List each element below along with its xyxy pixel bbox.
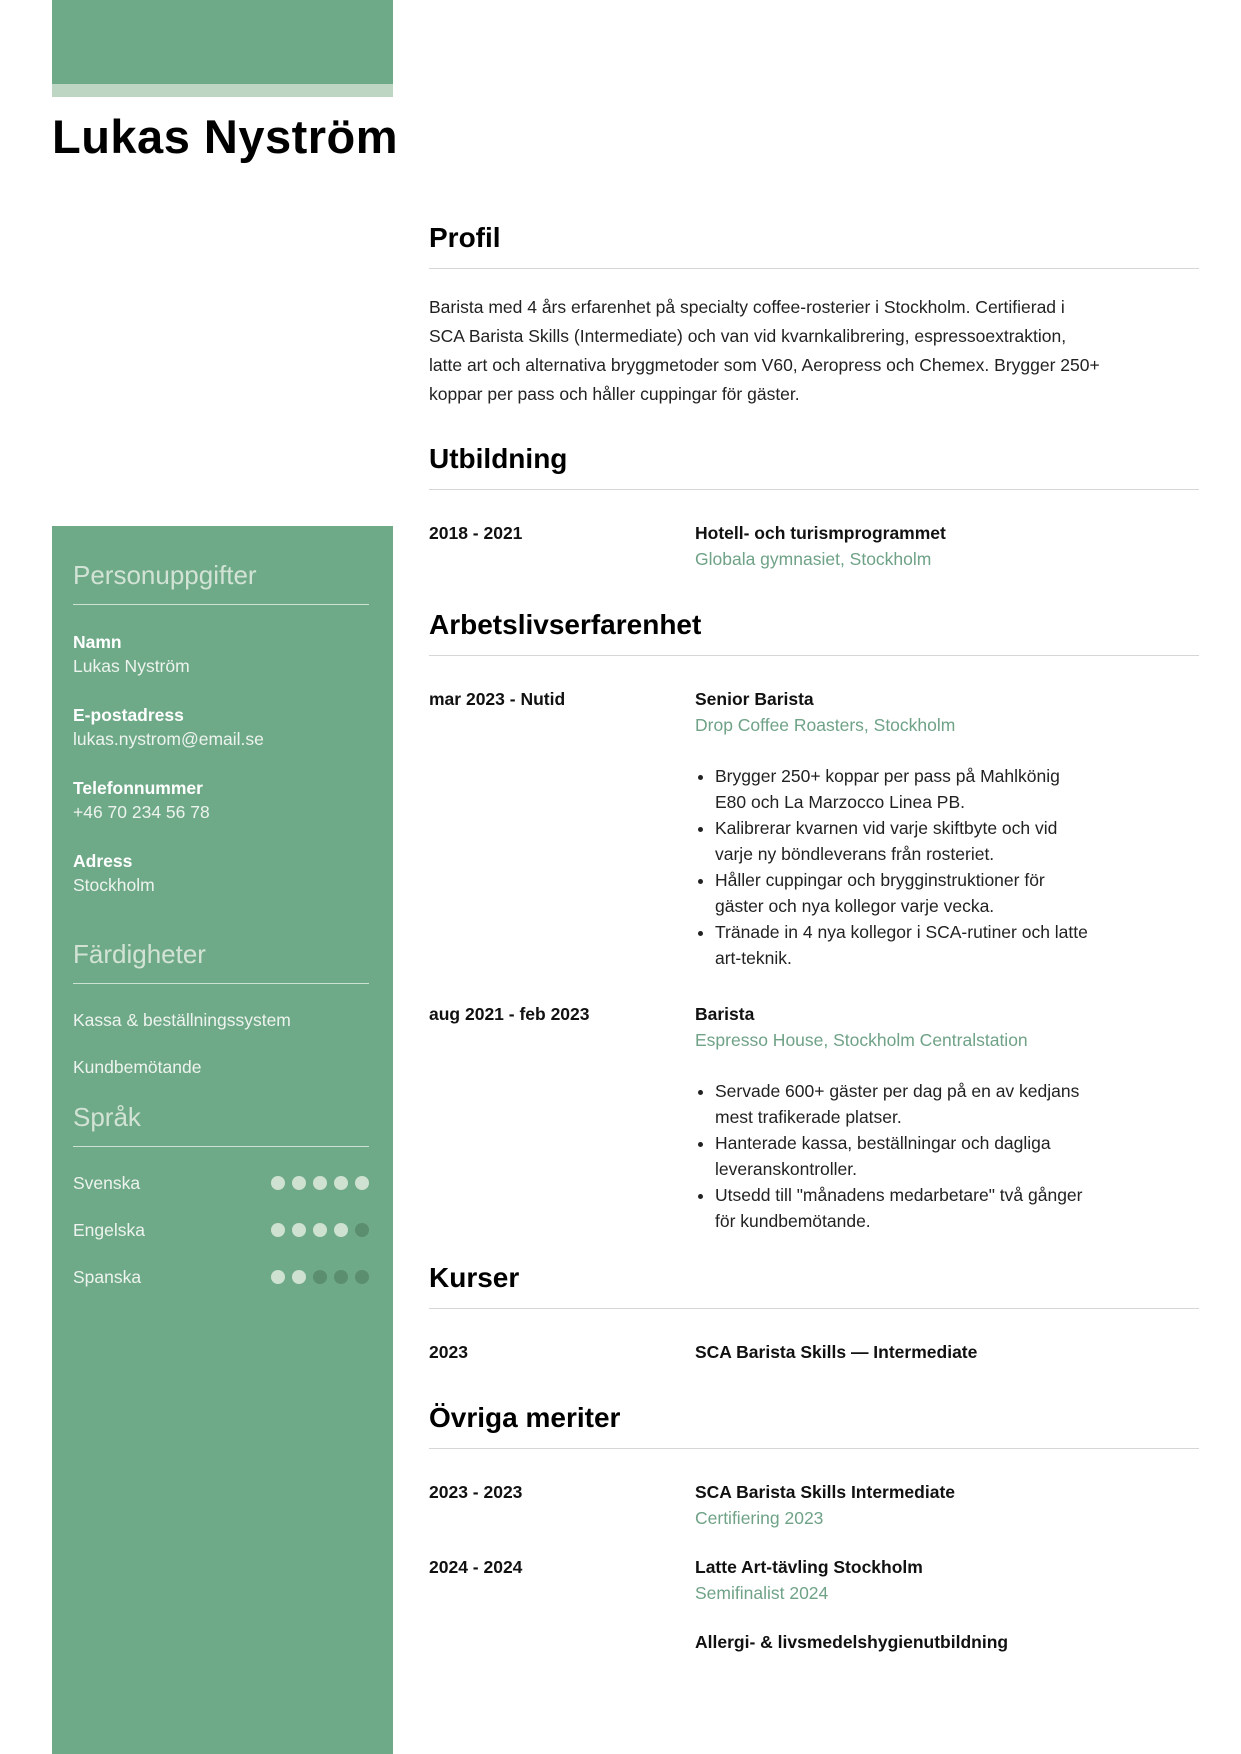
entry-period [429,1631,695,1654]
experience-entry [429,1003,1199,1234]
profile-text: Barista med 4 års erfarenhet på specialty coffee-rosterier i Stockholm. Certifierad i SCA Barista Skills (Intermediate) och van vid kvarnkalibrering, espressoextraktion, latte art och alternativa bryggmetoder som V60, Aeropress och Chemex. Brygger 250+ koppar per pass och håller cuppingar för gäster. [429,297,1100,404]
section-heading-experience: Arbetslivserfarenhet [429,609,702,640]
entry-period: 2023 [429,1342,468,1362]
other-merit-entry [429,1481,1199,1530]
entry-title: Allergi- & livsmedelshygienutbildning [695,1632,1009,1652]
language-level-indicator [271,1223,369,1237]
entry-title: Barista [695,1004,755,1024]
sidebar [52,526,393,1754]
section-heading-profile: Profil [429,222,501,253]
language-level-indicator [271,1270,369,1284]
personal-fields [73,630,369,897]
person-name: Lukas Nyström [52,110,399,163]
field-label: E-postadress [73,705,184,725]
entry-title: Senior Barista [695,689,814,709]
section-heading-courses: Kurser [429,1262,520,1293]
personal-field-address [73,849,369,897]
course-entry [429,1341,1199,1364]
section-heading-other-merits: Övriga meriter [429,1402,621,1433]
entry-subtitle: Drop Coffee Roasters, Stockholm [695,715,956,735]
language-name: Svenska [73,1173,141,1193]
languages-list [73,1171,369,1289]
section-experience [429,609,1199,1234]
entry-subtitle: Globala gymnasiet, Stockholm [695,549,932,569]
entry-period: 2023 - 2023 [429,1482,523,1502]
sidebar-section-skills [73,939,369,1079]
skill-item: Kundbemötande [73,1057,202,1077]
personal-field-name [73,630,369,678]
section-divider [429,489,1199,490]
language-row [73,1171,369,1195]
bullet-item: • Brygger 250+ koppar per pass på Mahlkönig E80 och La Marzocco Linea PB. [715,763,1095,815]
entry-period: mar 2023 - Nutid [429,689,566,709]
entry-title: SCA Barista Skills Intermediate [695,1482,956,1502]
language-level-dot-filled [355,1176,369,1190]
entry-subtitle: Espresso House, Stockholm Centralstation [695,1030,1028,1050]
experience-entry [429,688,1199,971]
language-level-dot-empty [313,1270,327,1284]
language-row [73,1218,369,1242]
entry-title: SCA Barista Skills — Intermediate [695,1342,978,1362]
language-level-dot-filled [271,1223,285,1237]
field-value: Lukas Nyström [73,656,190,676]
personal-field-phone [73,776,369,824]
sidebar-heading-skills: Färdigheter [73,939,369,984]
sidebar-section-personal [73,560,369,897]
entry-bullet-list [695,763,1095,971]
field-label: Namn [73,632,122,652]
language-level-dot-filled [313,1223,327,1237]
section-divider [429,655,1199,656]
language-level-dot-empty [355,1223,369,1237]
section-profile [429,222,1199,409]
field-value: Stockholm [73,875,155,895]
section-other-merits [429,1402,1199,1654]
sidebar-heading-languages: Språk [73,1102,369,1147]
entry-title: Latte Art-tävling Stockholm [695,1557,923,1577]
field-value: +46 70 234 56 78 [73,802,210,822]
field-value: lukas.nystrom@email.se [73,729,264,749]
bullet-item: • Servade 600+ gäster per dag på en av kedjans mest trafikerade platser. [715,1078,1095,1130]
education-entry [429,522,1199,571]
language-level-dot-empty [355,1270,369,1284]
entry-bullet-list [695,1078,1095,1234]
personal-field-email [73,703,369,751]
section-courses [429,1262,1199,1364]
entry-period: 2024 - 2024 [429,1557,523,1577]
entry-subtitle: Certifiering 2023 [695,1508,824,1528]
language-row [73,1265,369,1289]
header-accent-block [52,0,393,84]
bullet-item: • Kalibrerar kvarnen vid varje skiftbyte och vid varje ny böndleverans från rosteriet. [715,815,1095,867]
skill-item: Kassa & beställningssystem [73,1010,291,1030]
section-divider [429,268,1199,269]
language-level-dot-filled [313,1176,327,1190]
section-education [429,443,1199,571]
language-level-dot-filled [292,1176,306,1190]
entry-title: Hotell- och turismprogrammet [695,523,946,543]
language-level-dot-filled [334,1176,348,1190]
header-accent-strip [52,84,393,97]
field-label: Adress [73,851,133,871]
language-level-indicator [271,1176,369,1190]
course-entries [429,1341,1199,1364]
language-level-dot-filled [292,1223,306,1237]
other-merit-entries [429,1481,1199,1654]
section-heading-education: Utbildning [429,443,568,474]
language-name: Spanska [73,1267,142,1287]
entry-period: aug 2021 - feb 2023 [429,1004,590,1024]
sidebar-heading-personal: Personuppgifter [73,560,369,605]
experience-entries [429,688,1199,1234]
section-divider [429,1448,1199,1449]
bullet-item: • Håller cuppingar och brygginstruktioner för gäster och nya kollegor varje vecka. [715,867,1095,919]
language-level-dot-empty [334,1270,348,1284]
language-level-dot-filled [271,1270,285,1284]
main-content [429,0,1199,1654]
entry-period: 2018 - 2021 [429,523,523,543]
bullet-item: • Hanterade kassa, beställningar och dagliga leveranskontroller. [715,1130,1095,1182]
language-level-dot-filled [271,1176,285,1190]
language-name: Engelska [73,1220,145,1240]
other-merit-entry [429,1556,1199,1605]
section-divider [429,1308,1199,1309]
other-merit-entry [429,1631,1199,1654]
field-label: Telefonnummer [73,778,203,798]
education-entries [429,522,1199,571]
entry-subtitle: Semifinalist 2024 [695,1583,829,1603]
bullet-item: • Utsedd till "månadens medarbetare" två gånger för kundbemötande. [715,1182,1095,1234]
sidebar-section-languages [73,1102,369,1289]
language-level-dot-filled [292,1270,306,1284]
language-level-dot-filled [334,1223,348,1237]
skills-list [73,1008,369,1079]
bullet-item: • Tränade in 4 nya kollegor i SCA-rutiner och latte art-teknik. [715,919,1095,971]
